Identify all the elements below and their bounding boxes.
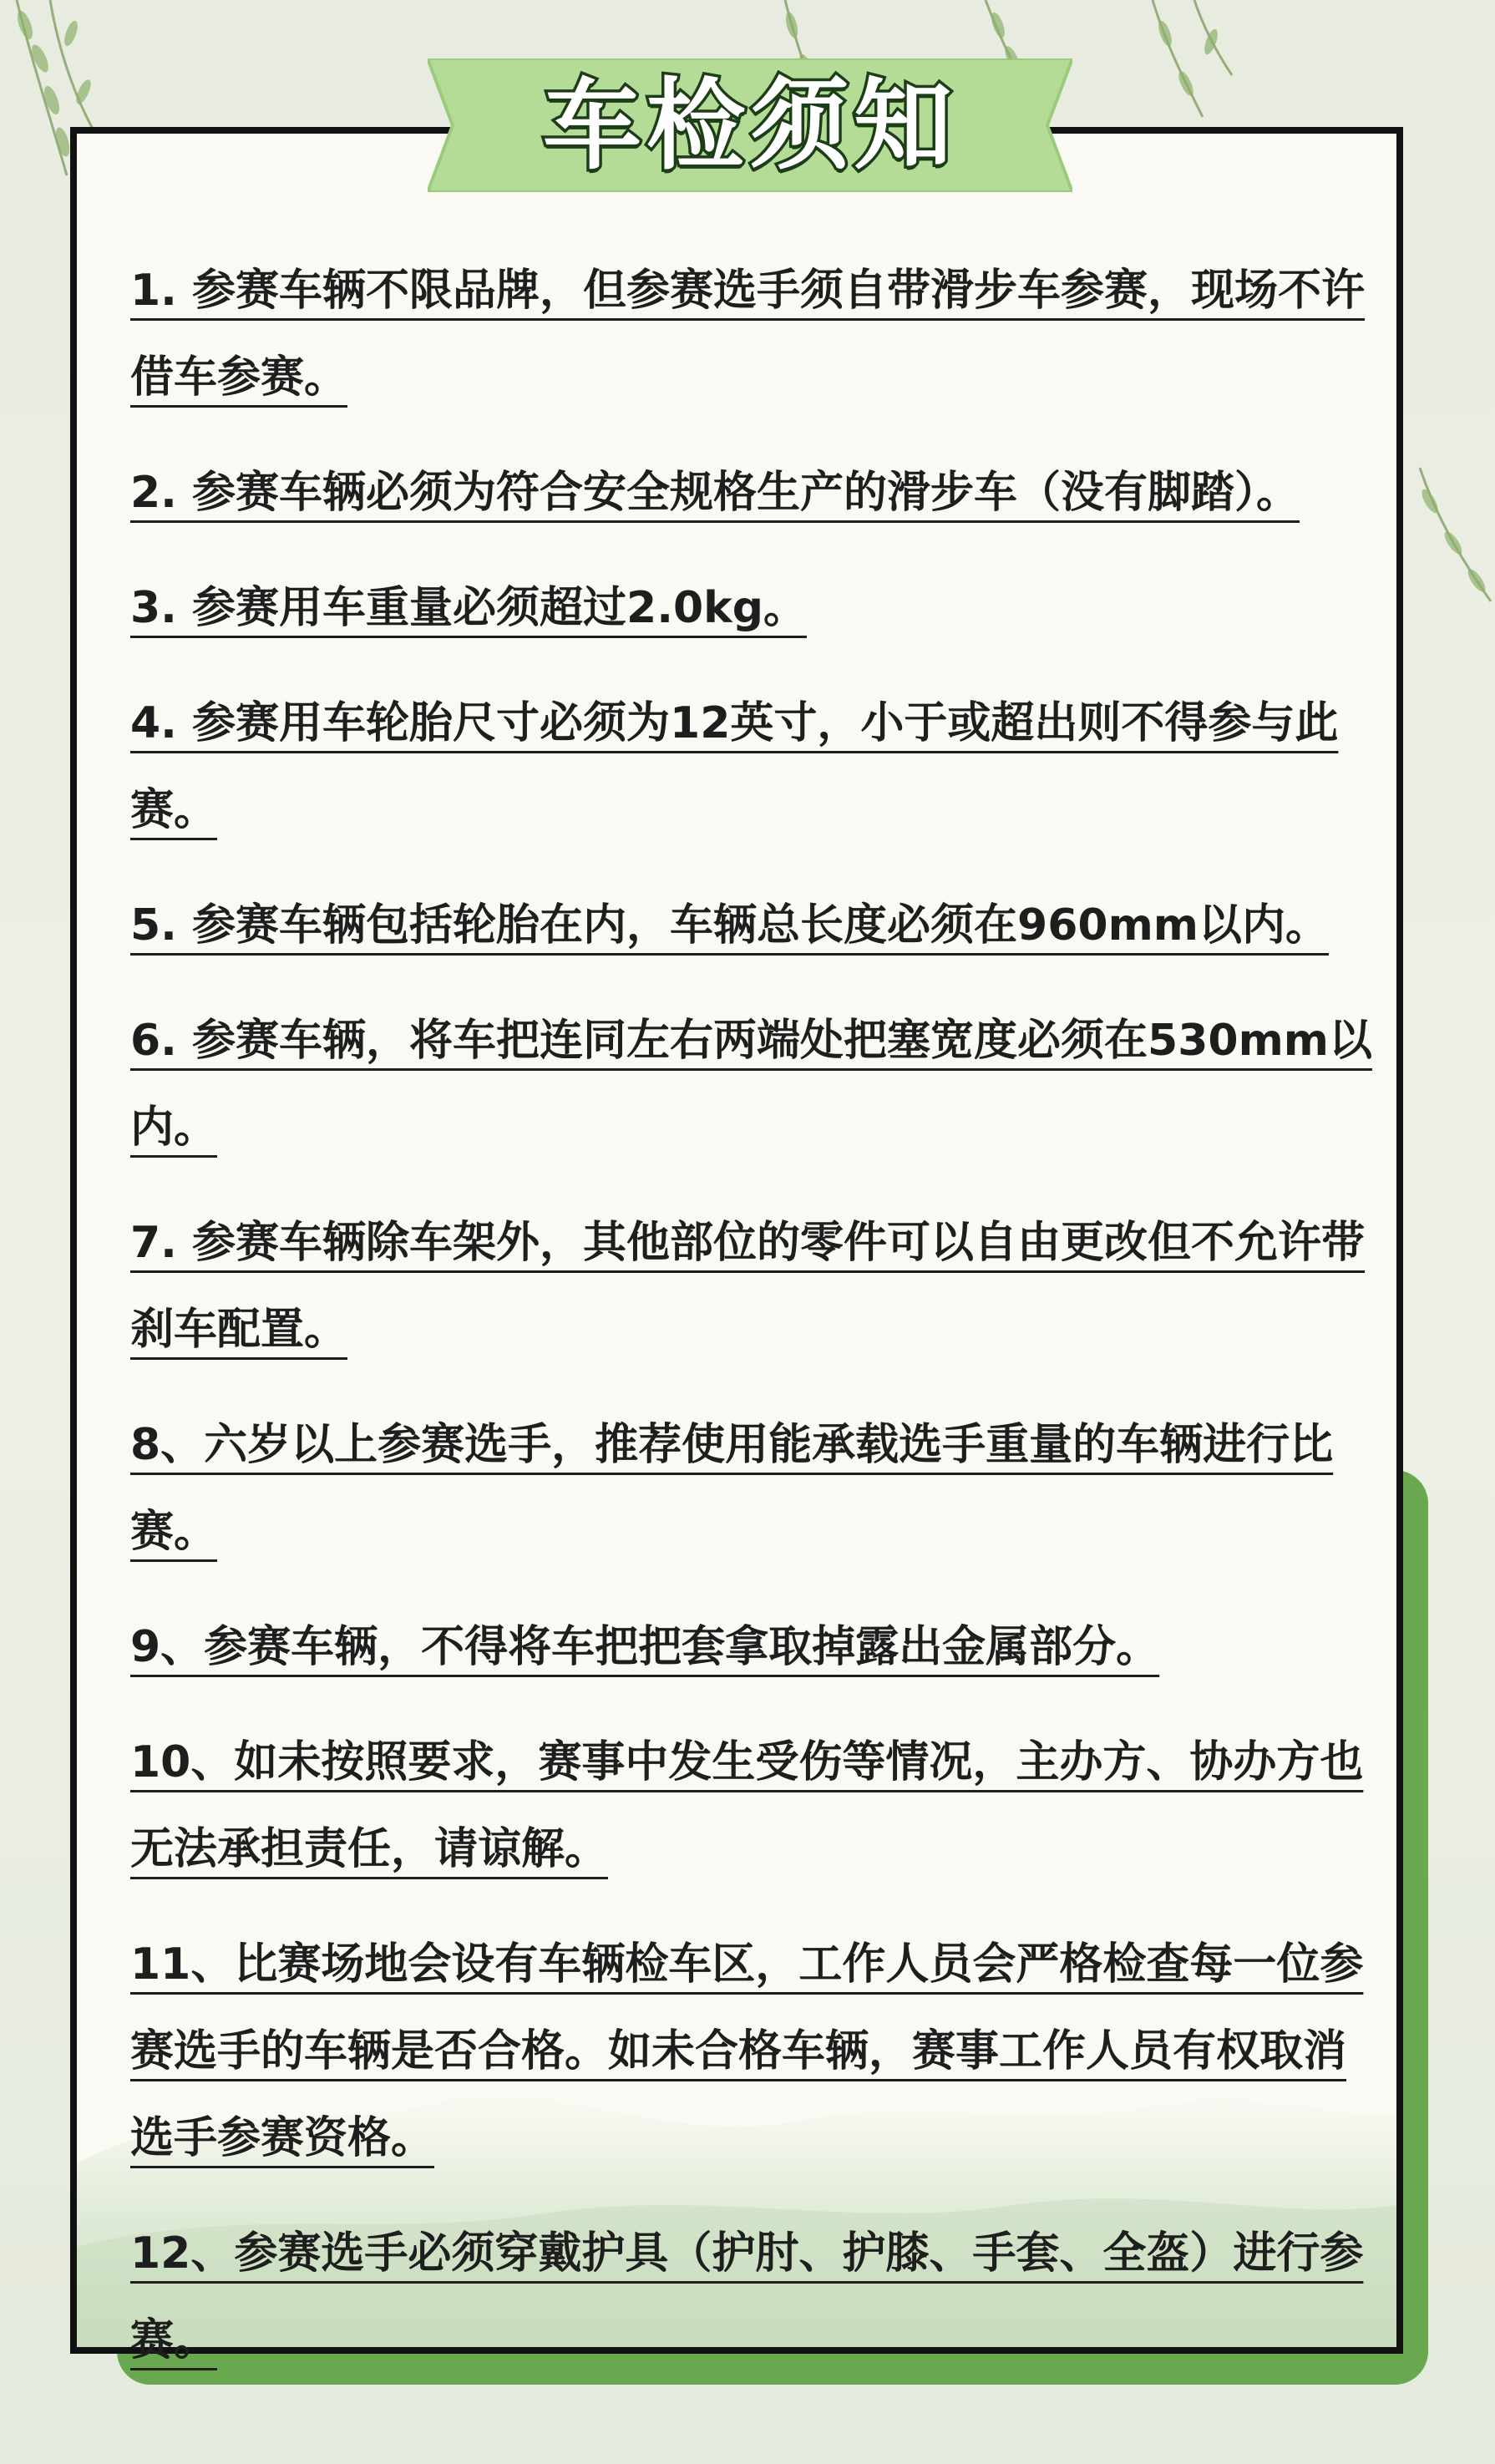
list-item: [130, 1921, 1373, 2182]
rule-text: 3. 参赛用车重量必须超过2.0kg。: [130, 583, 807, 633]
list-item: [130, 1199, 1373, 1373]
rule-text: 1. 参赛车辆不限品牌，但参赛选手须自带滑步车参赛，现场不许借车参赛。: [130, 266, 1366, 403]
rule-text: 9、参赛车辆，不得将车把把套拿取掉露出金属部分。: [130, 1622, 1160, 1672]
list-item: [130, 680, 1373, 854]
list-item: [130, 1719, 1373, 1893]
list-item: [130, 997, 1373, 1171]
list-item: [130, 1604, 1373, 1691]
rule-text: 2. 参赛车辆必须为符合安全规格生产的滑步车（没有脚踏）。: [130, 468, 1300, 518]
rule-text: 8、六岁以上参赛选手，推荐使用能承载选手重量的车辆进行比赛。: [130, 1420, 1334, 1557]
rule-text: 12、参赛选手必须穿戴护具（护肘、护膝、手套、全盔）进行参赛。: [130, 2228, 1364, 2365]
list-item: [130, 882, 1373, 969]
rule-text: 5. 参赛车辆包括轮胎在内，车辆总长度必须在960mm以内。: [130, 900, 1329, 951]
rule-text: 11、比赛场地会设有车辆检车区，工作人员会严格检查每一位参赛选手的车辆是否合格。如未合格车辆，赛事工作人员有权取消选手参赛资格。: [130, 1939, 1364, 2163]
list-item: [130, 565, 1373, 651]
rule-text: 10、如未按照要求，赛事中发生受伤等情况，主办方、协办方也无法承担责任，请谅解。: [130, 1737, 1364, 1874]
list-item: [130, 247, 1373, 421]
page-title: 车检须知: [542, 68, 957, 183]
title-banner: [428, 58, 1072, 192]
list-item: [130, 449, 1373, 536]
rules-list: [130, 247, 1373, 2412]
rule-text: 4. 参赛用车轮胎尺寸必须为12英寸，小于或超出则不得参与此赛。: [130, 698, 1339, 835]
rule-text: 7. 参赛车辆除车架外，其他部位的零件可以自由更改但不允许带刹车配置。: [130, 1218, 1366, 1355]
list-item: [130, 2210, 1373, 2384]
rule-text: 6. 参赛车辆，将车把连同左右两端处把塞宽度必须在530mm以内。: [130, 1016, 1372, 1153]
list-item: [130, 1402, 1373, 1575]
